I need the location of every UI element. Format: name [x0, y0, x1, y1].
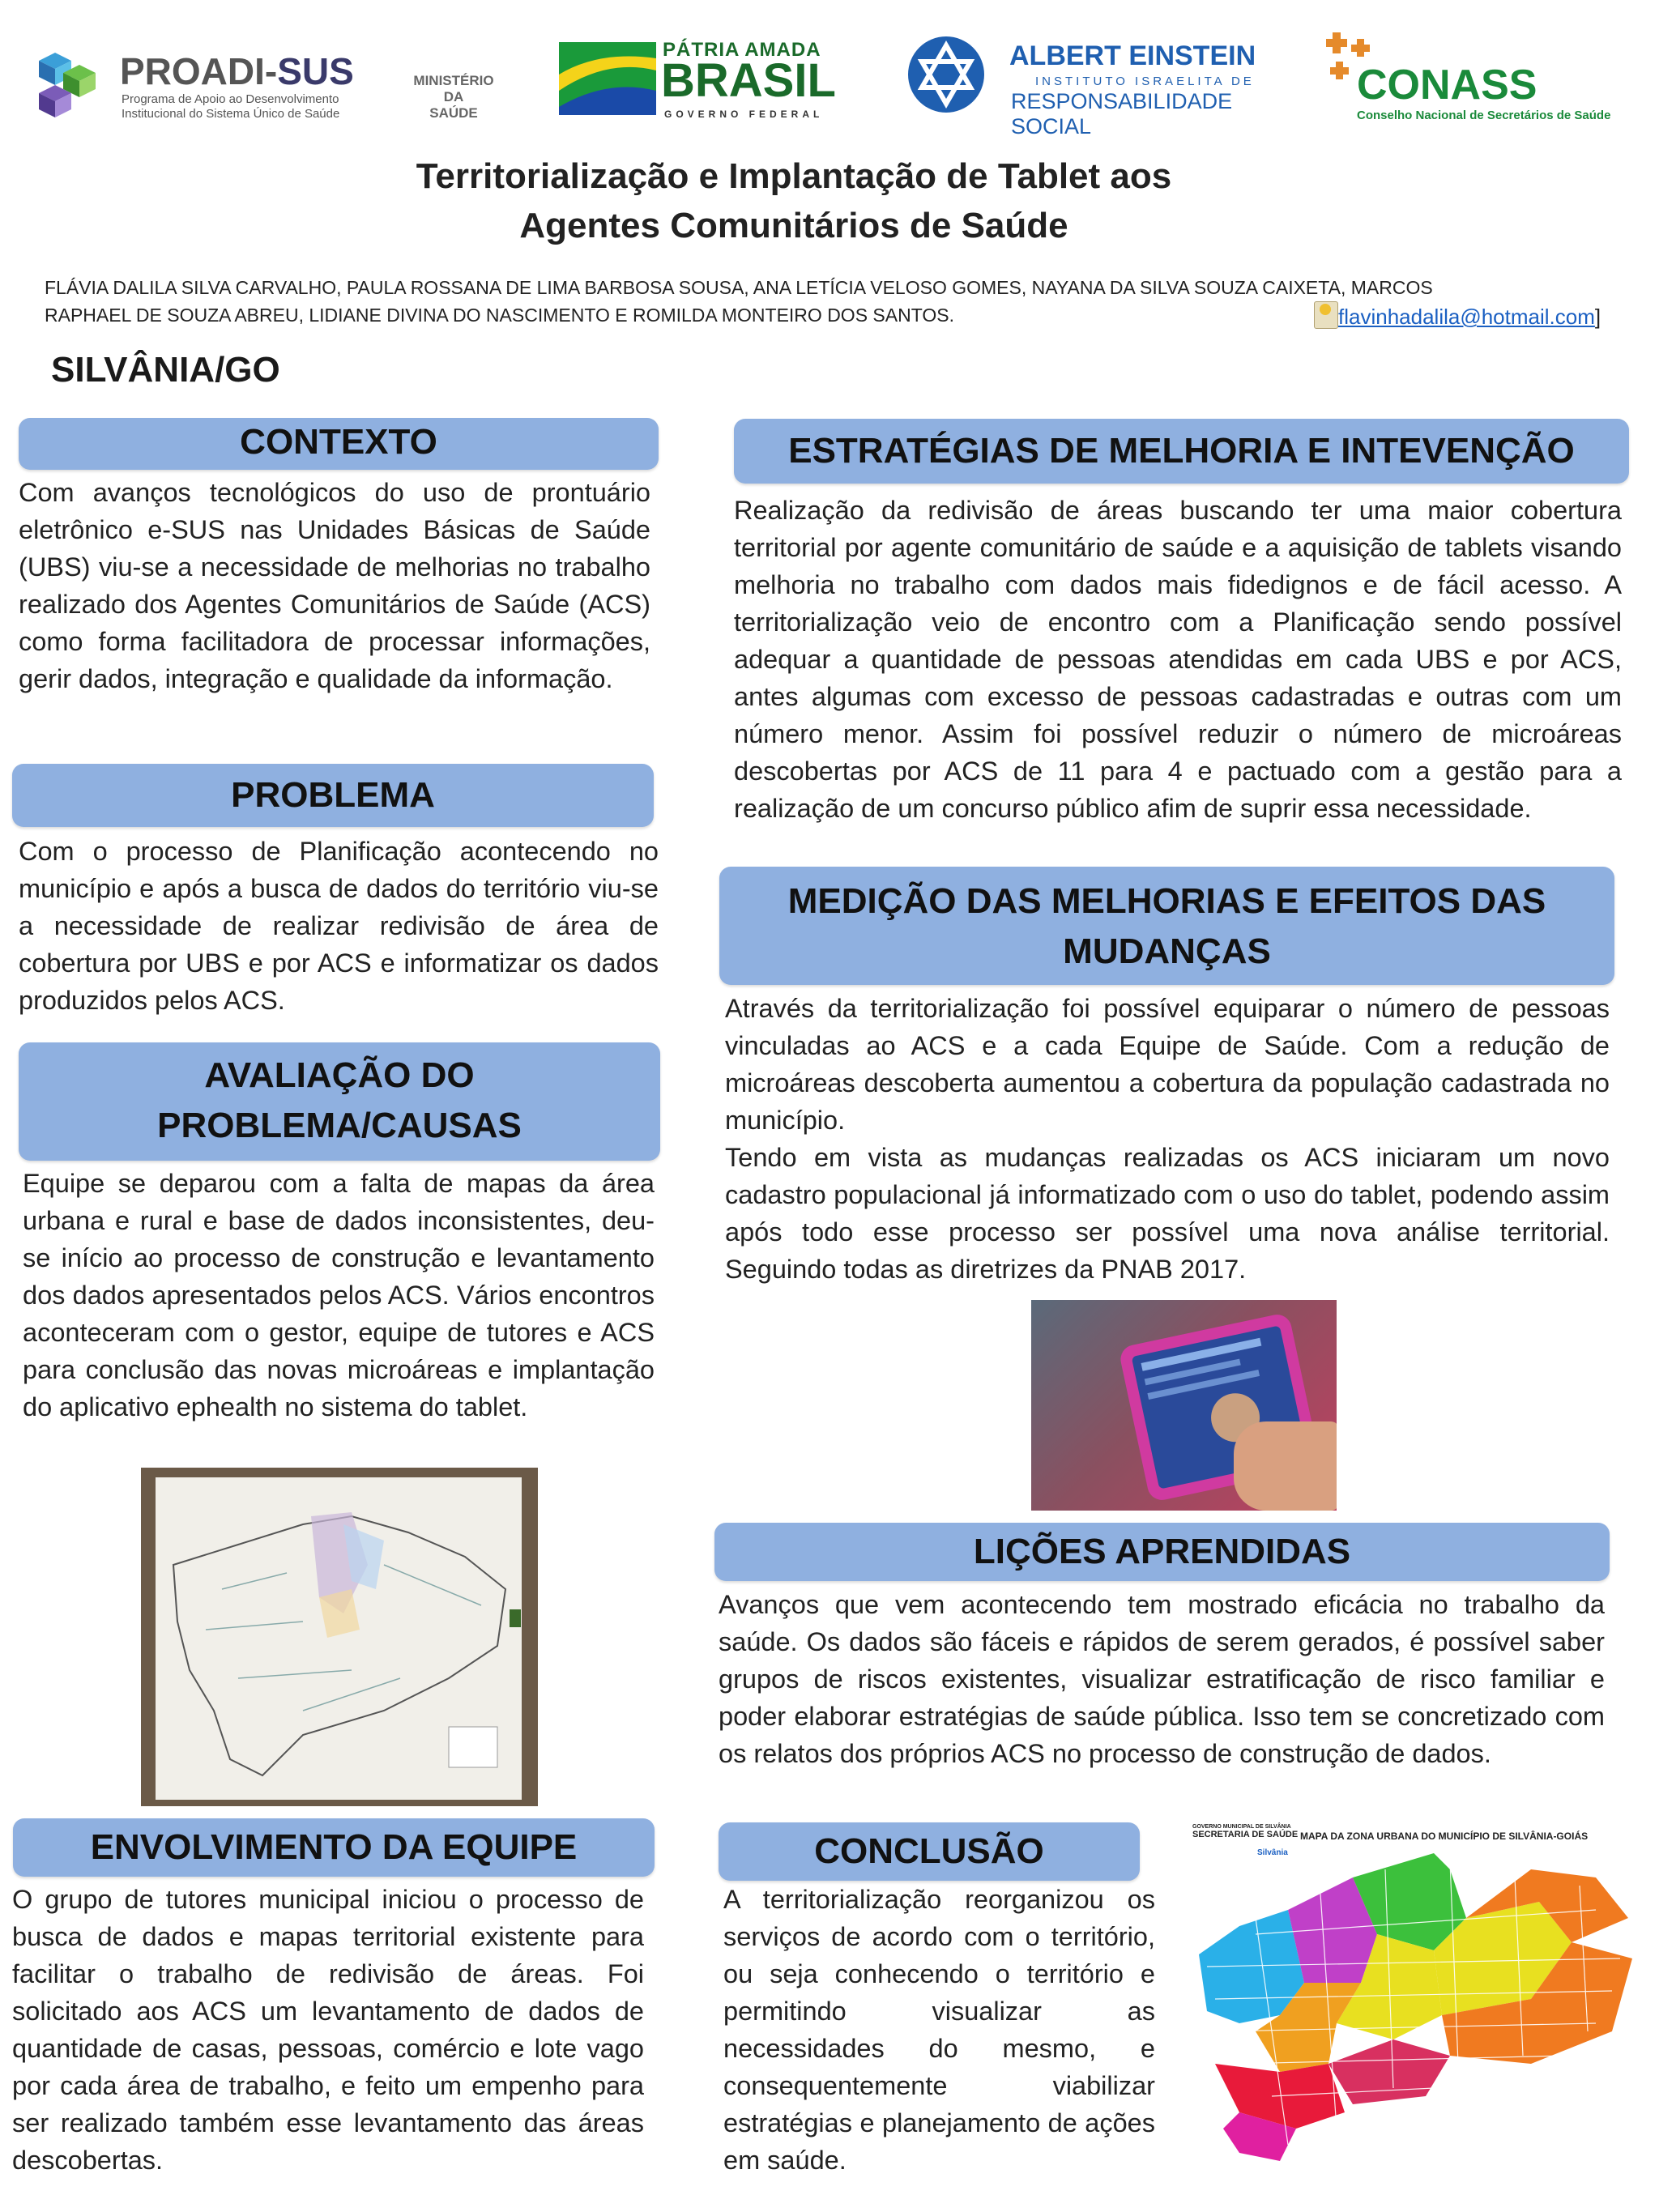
estrategias-header — [734, 419, 1629, 484]
map-title: MAPA DA ZONA URBANA DO MUNICÍPIO DE SILVÂNIA-GOIÁS — [1300, 1831, 1589, 1842]
ministerio-line-2: SAÚDE — [429, 105, 478, 121]
envolvimento-title: ENVOLVIMENTO DA EQUIPE — [90, 1827, 578, 1867]
urban-zones-map-icon — [1191, 1821, 1640, 2169]
map-sketch-icon — [141, 1468, 538, 1806]
contexto-title: CONTEXTO — [240, 422, 437, 462]
contexto-text: Com avanços tecnológicos do uso de prontuário eletrônico e-SUS nas Unidades Básicas de Saúde (UBS) viu-se a necessidade de melhorias no trabalho realizado dos Agentes Comunitários de Saúde (ACS) como forma facilitadora de processar informações, gerir dados, integração e qualidade da informação. — [19, 478, 650, 693]
conass-sub-text: Conselho Nacional de Secretários de Saúde — [1357, 109, 1611, 122]
avaliacao-text: Equipe se deparou com a falta de mapas da área urbana e rural e base de dados inconsistentes, deu-se início ao processo de construção e levantamento dos dados apresentados pelos ACS. Vários encontros aconteceram com o gestor, equipe de tutores e ACS para conclusão das novas microáreas e implantação do aplicativo ephealth no sistema do tablet. — [23, 1169, 655, 1421]
estrategias-title: ESTRATÉGIAS DE MELHORIA E INTEVENÇÃO — [788, 431, 1575, 471]
brasil-top-text: PÁTRIA AMADA — [663, 39, 821, 61]
brasil-flag-icon — [559, 42, 656, 115]
proadi-subtitle-2: Institucional do Sistema Único de Saúde — [122, 107, 340, 121]
problema-header — [12, 764, 654, 827]
einstein-line-3: RESPONSABILIDADE SOCIAL — [1011, 89, 1233, 139]
licoes-text: Avanços que vem acontecendo tem mostrado eficácia no trabalho da saúde. Os dados são fáceis e rápidos de serem gerados, é possível saber grupos de riscos existentes, visualizar estratificação de risco familiar e poder elaborar estratégias de saúde pública. Isso tem se concretizado com os relatos dos próprios ACS no processo de construção de dados. — [719, 1590, 1605, 1768]
licoes-title: LIÇÕES APRENDIDAS — [973, 1532, 1351, 1571]
map-logo-line-1: GOVERNO MUNICIPAL DE SILVÂNIA — [1192, 1824, 1291, 1830]
contexto-header — [19, 418, 659, 470]
email-bracket: ] — [1594, 305, 1601, 329]
proadi-name: PROADI- — [120, 50, 278, 92]
albert-einstein-logo — [906, 32, 1270, 139]
conclusao-title: CONCLUSÃO — [814, 1831, 1044, 1871]
proadi-cube-icon — [31, 49, 112, 121]
medicao-title-line-2: MUDANÇAS — [1063, 931, 1271, 971]
map-logo-city: Silvânia — [1257, 1848, 1288, 1857]
conclusao-text: A territorialização reorganizou os serviços de acordo com o território, ou seja conhecendo o território e permitindo visualizar as necessidades do mesmo, e consequentemente viabilizar estratégias e planejamento de ações em saúde. — [723, 1885, 1155, 2175]
medicao-title-line-1: MEDIÇÃO DAS MELHORIAS E EFEITOS DAS — [787, 881, 1546, 921]
envolvimento-text: O grupo de tutores municipal iniciou o processo de busca de dados e mapas territorial existente para facilitar o trabalho de redivisão de áreas. Foi solicitado aos ACS um levantamento de dados de quantidade de casas, pessoas, comércio e lote vago por cada área de trabalho, e feito um empenho para ser realizado também esse levantamento das áreas descobertas. — [12, 1885, 644, 2175]
authors-line-2: RAPHAEL DE SOUZA ABREU, LIDIANE DIVINA DO NASCIMENTO E ROMILDA MONTEIRO DOS SANTOS. — [45, 305, 954, 326]
authors-line-1: FLÁVIA DALILA SILVA CARVALHO, PAULA ROSSANA DE LIMA BARBOSA SOUSA, ANA LETÍCIA VELOSO GOMES, NAYANA DA SILVA SOUZA CAIXETA, MARCOS — [45, 277, 1433, 298]
urban-map — [1191, 1821, 1640, 2169]
einstein-main-text: ALBERT EINSTEIN — [1009, 40, 1256, 71]
einstein-line-2: INSTITUTO ISRAELITA DE — [1035, 75, 1255, 88]
hand-drawn-map-photo — [141, 1468, 538, 1806]
proadi-sus-logo — [31, 49, 371, 121]
estrategias-text: Realização da redivisão de áreas buscando ter uma maior cobertura territorial por agente comunitário de saúde e a aquisição de tablets visando melhoria no trabalho com dados mais fidedignos e de fácil acesso. A territorialização veio de encontro com a Planificação sendo possível adequar a quantidade de pessoas atendidas em cada UBS e por ACS, antes algumas com excesso de pessoas cadastradas e outras com um número menor. Assim foi possível reduzir o número de microáreas descobertas por ACS de 11 para 4 e pactuado com a gestão para a realização de um concurso público afim de suprir essa necessidade. — [734, 496, 1622, 823]
conclusao-header — [719, 1822, 1140, 1881]
medicao-text-2: Tendo em vista as mudanças realizadas os ACS iniciaram um novo cadastro populacional já informatizado com o uso do tablet, podendo assim após todo esse processo ser possível uma nova análise territorial. Seguindo todas as diretrizes da PNAB 2017. — [725, 1143, 1610, 1284]
medicao-text — [725, 990, 1610, 1288]
tablet-photo — [1031, 1300, 1337, 1511]
email-icon — [1314, 301, 1338, 329]
ministerio-line-1: MINISTÉRIO DA — [413, 73, 494, 104]
brasil-sub-text: GOVERNO FEDERAL — [664, 109, 824, 120]
patria-amada-brasil-logo — [559, 39, 836, 120]
poster-title-line-1: Territorialização e Implantação de Tablet aos — [416, 156, 1172, 196]
poster-title-line-2: Agentes Comunitários de Saúde — [519, 206, 1068, 245]
avaliacao-header — [19, 1042, 660, 1161]
avaliacao-title-line-2: PROBLEMA/CAUSAS — [157, 1106, 522, 1145]
avaliacao-title-line-1: AVALIAÇÃO DO — [204, 1055, 475, 1095]
proadi-sus-accent: SUS — [277, 50, 354, 92]
licoes-header — [714, 1523, 1610, 1581]
problema-title: PROBLEMA — [231, 775, 435, 815]
map-logo-line-2: SECRETARIA DE SAÚDE — [1192, 1830, 1299, 1839]
city-label: SILVÂNIA/GO — [51, 350, 280, 390]
hand — [1234, 1421, 1337, 1511]
brasil-main-text: BRASIL — [661, 54, 836, 107]
conass-main-text: CONASS — [1357, 62, 1537, 109]
conass-logo — [1324, 31, 1632, 128]
einstein-star-icon — [906, 34, 987, 115]
author-email[interactable]: flavinhadalila@hotmail.com — [1338, 305, 1595, 329]
medicao-header — [719, 867, 1614, 985]
ministerio-saude-logo — [409, 73, 498, 121]
medicao-text-1: Através da territorialização foi possível equiparar o número de pessoas vinculadas ao ACS e a cada Equipe de Saúde. Com a redução de microáreas descoberta aumentou a cobertura da população cadastrada no município. — [725, 994, 1610, 1135]
envolvimento-header — [13, 1818, 655, 1877]
proadi-subtitle-1: Programa de Apoio ao Desenvolvimento — [122, 92, 339, 106]
problema-text: Com o processo de Planificação acontecendo no município e após a busca de dados do território viu-se a necessidade de realizar redivisão de área de cobertura por UBS e por ACS e informatizar os dados produzidos pelos ACS. — [19, 837, 659, 1015]
author-email-link[interactable] — [1338, 305, 1601, 330]
